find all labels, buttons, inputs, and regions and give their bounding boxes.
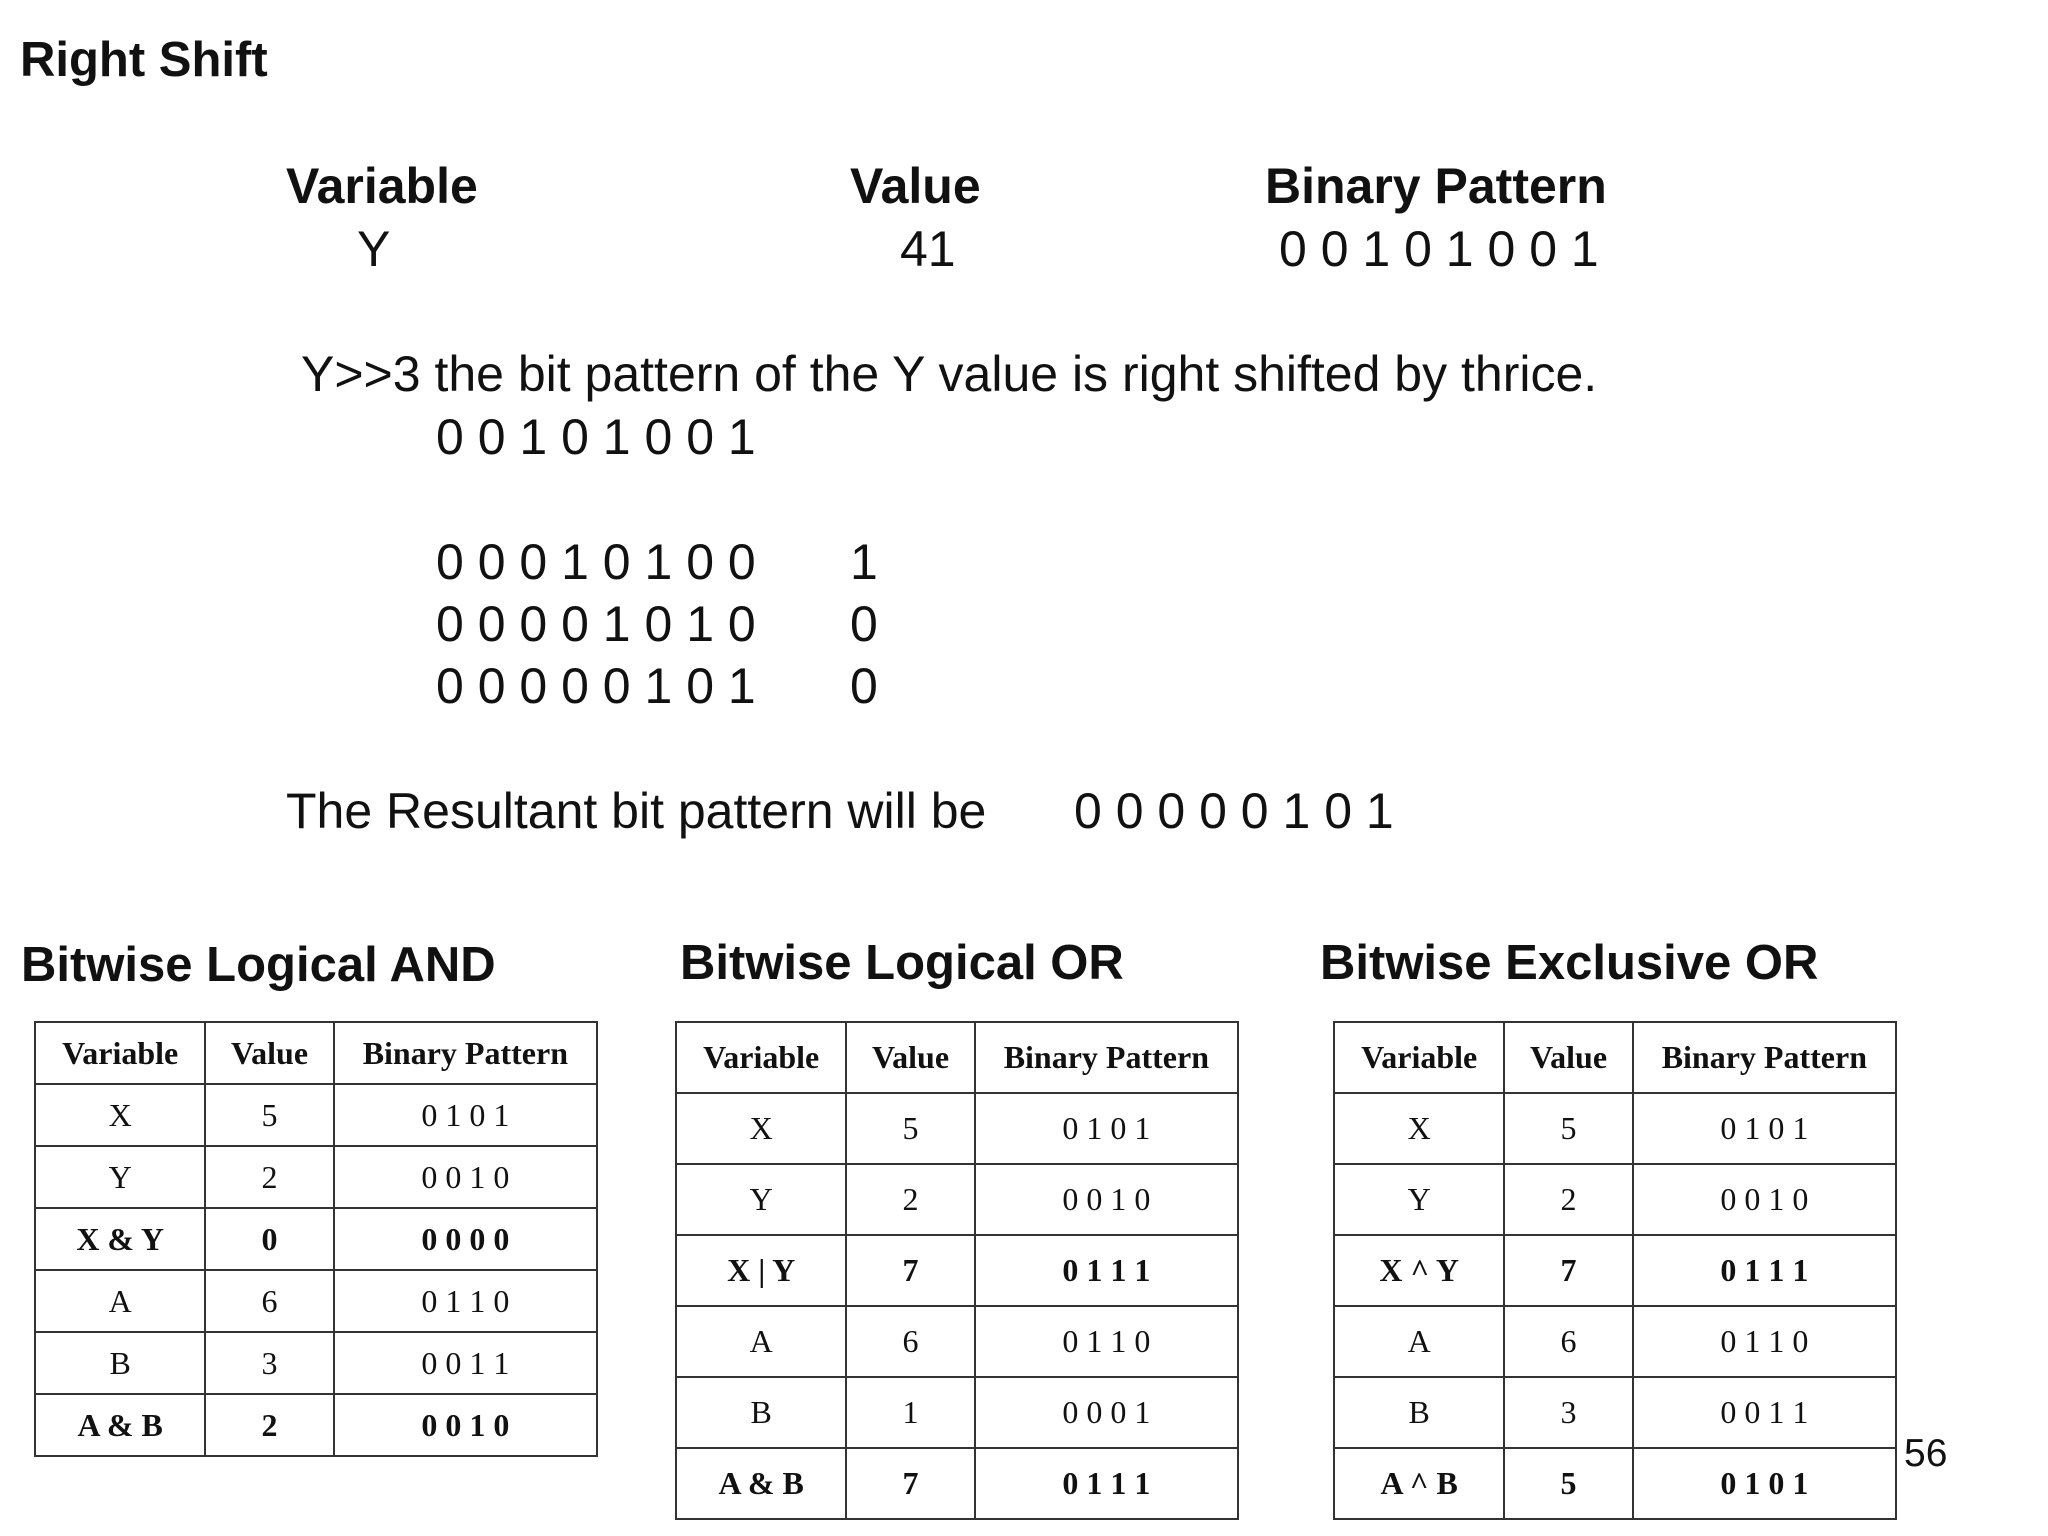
and-truth-table [34,1021,598,1457]
xor-table-title: Bitwise Exclusive OR [1320,936,1819,990]
cell-value: 7 [1504,1235,1632,1306]
cell-binary: 0 0 1 0 [334,1146,597,1208]
shift-step-dropped-bit: 0 [850,596,878,652]
column-header-variable: Variable [1334,1022,1504,1093]
cell-variable: X | Y [676,1235,846,1306]
table-row [676,1377,1238,1448]
cell-binary: 0 1 1 0 [334,1270,597,1332]
cell-value: 5 [1504,1093,1632,1164]
shift-variable: Y [357,221,391,277]
cell-variable: Y [35,1146,205,1208]
table-row [676,1306,1238,1377]
cell-binary: 0 0 0 0 [334,1208,597,1270]
cell-value: 5 [1504,1448,1632,1519]
cell-value: 2 [205,1394,333,1456]
cell-value: 7 [846,1448,974,1519]
shift-value: 41 [900,221,956,277]
table-row-result [1334,1448,1896,1519]
table-row-result [1334,1235,1896,1306]
shift-header-binary: Binary Pattern [1265,158,1607,214]
cell-variable: Y [1334,1164,1504,1235]
cell-binary: 0 1 1 1 [975,1235,1238,1306]
cell-binary: 0 0 1 1 [1633,1377,1896,1448]
cell-variable: A [35,1270,205,1332]
shift-step-pattern: 0 0 0 1 0 1 0 0 [436,534,756,590]
cell-value: 3 [205,1332,333,1394]
shift-step-pattern: 0 0 0 0 0 1 0 1 [436,658,756,714]
shift-binary: 0 0 1 0 1 0 0 1 [1279,221,1599,277]
cell-value: 6 [205,1270,333,1332]
cell-binary: 0 0 0 1 [975,1377,1238,1448]
shift-step-dropped-bit: 0 [850,658,878,714]
cell-binary: 0 1 1 0 [975,1306,1238,1377]
cell-variable: X [35,1084,205,1146]
column-header-variable: Variable [676,1022,846,1093]
table-row [35,1084,597,1146]
cell-binary: 0 1 0 1 [1633,1093,1896,1164]
cell-variable: A [676,1306,846,1377]
xor-truth-table [1333,1021,1897,1520]
table-header-row [676,1022,1238,1093]
cell-binary: 0 1 1 1 [1633,1235,1896,1306]
table-row-result [35,1208,597,1270]
table-row-result [676,1448,1238,1519]
shift-step-pattern: 0 0 0 0 1 0 1 0 [436,596,756,652]
cell-value: 3 [1504,1377,1632,1448]
cell-value: 6 [1504,1306,1632,1377]
column-header-value: Value [1504,1022,1632,1093]
cell-binary: 0 0 1 0 [1633,1164,1896,1235]
cell-value: 0 [205,1208,333,1270]
table-header-row [1334,1022,1896,1093]
page-title: Right Shift [20,33,268,87]
cell-value: 5 [205,1084,333,1146]
cell-binary: 0 1 0 1 [1633,1448,1896,1519]
or-table-title: Bitwise Logical OR [680,936,1124,990]
cell-variable: B [676,1377,846,1448]
table-row [1334,1306,1896,1377]
column-header-value: Value [846,1022,974,1093]
cell-variable: Y [676,1164,846,1235]
cell-binary: 0 0 1 0 [334,1394,597,1456]
cell-variable: X [676,1093,846,1164]
cell-binary: 0 1 1 0 [1633,1306,1896,1377]
cell-variable: A & B [35,1394,205,1456]
table-row [676,1093,1238,1164]
column-header-binary: Binary Pattern [1633,1022,1896,1093]
table-row [1334,1164,1896,1235]
cell-value: 5 [846,1093,974,1164]
cell-value: 2 [846,1164,974,1235]
cell-binary: 0 0 1 1 [334,1332,597,1394]
cell-variable: A ^ B [1334,1448,1504,1519]
column-header-binary: Binary Pattern [975,1022,1238,1093]
table-row [1334,1093,1896,1164]
cell-value: 2 [205,1146,333,1208]
table-row [676,1164,1238,1235]
column-header-variable: Variable [35,1022,205,1084]
cell-variable: X [1334,1093,1504,1164]
shift-description: Y>>3 the bit pattern of the Y value is right shifted by thrice. [301,346,1598,402]
page-number: 56 [1904,1432,1948,1475]
and-table-title: Bitwise Logical AND [21,938,496,992]
cell-value: 2 [1504,1164,1632,1235]
table-row [35,1146,597,1208]
table-header-row [35,1022,597,1084]
shift-header-value: Value [850,158,981,214]
table-row [35,1270,597,1332]
cell-variable: B [1334,1377,1504,1448]
cell-binary: 0 1 1 1 [975,1448,1238,1519]
table-row-result [35,1394,597,1456]
cell-variable: X ^ Y [1334,1235,1504,1306]
cell-variable: A & B [676,1448,846,1519]
cell-variable: A [1334,1306,1504,1377]
table-row [35,1332,597,1394]
cell-binary: 0 1 0 1 [975,1093,1238,1164]
cell-value: 6 [846,1306,974,1377]
cell-binary: 0 0 1 0 [975,1164,1238,1235]
cell-variable: X & Y [35,1208,205,1270]
shift-original-pattern: 0 0 1 0 1 0 0 1 [436,409,756,465]
or-truth-table [675,1021,1239,1520]
result-label: The Resultant bit pattern will be [286,783,987,839]
table-row-result [676,1235,1238,1306]
table-row [1334,1377,1896,1448]
cell-value: 1 [846,1377,974,1448]
cell-binary: 0 1 0 1 [334,1084,597,1146]
shift-header-variable: Variable [286,158,478,214]
result-value: 0 0 0 0 0 1 0 1 [1074,783,1394,839]
cell-variable: B [35,1332,205,1394]
shift-step-dropped-bit: 1 [850,534,878,590]
cell-value: 7 [846,1235,974,1306]
column-header-value: Value [205,1022,333,1084]
column-header-binary: Binary Pattern [334,1022,597,1084]
